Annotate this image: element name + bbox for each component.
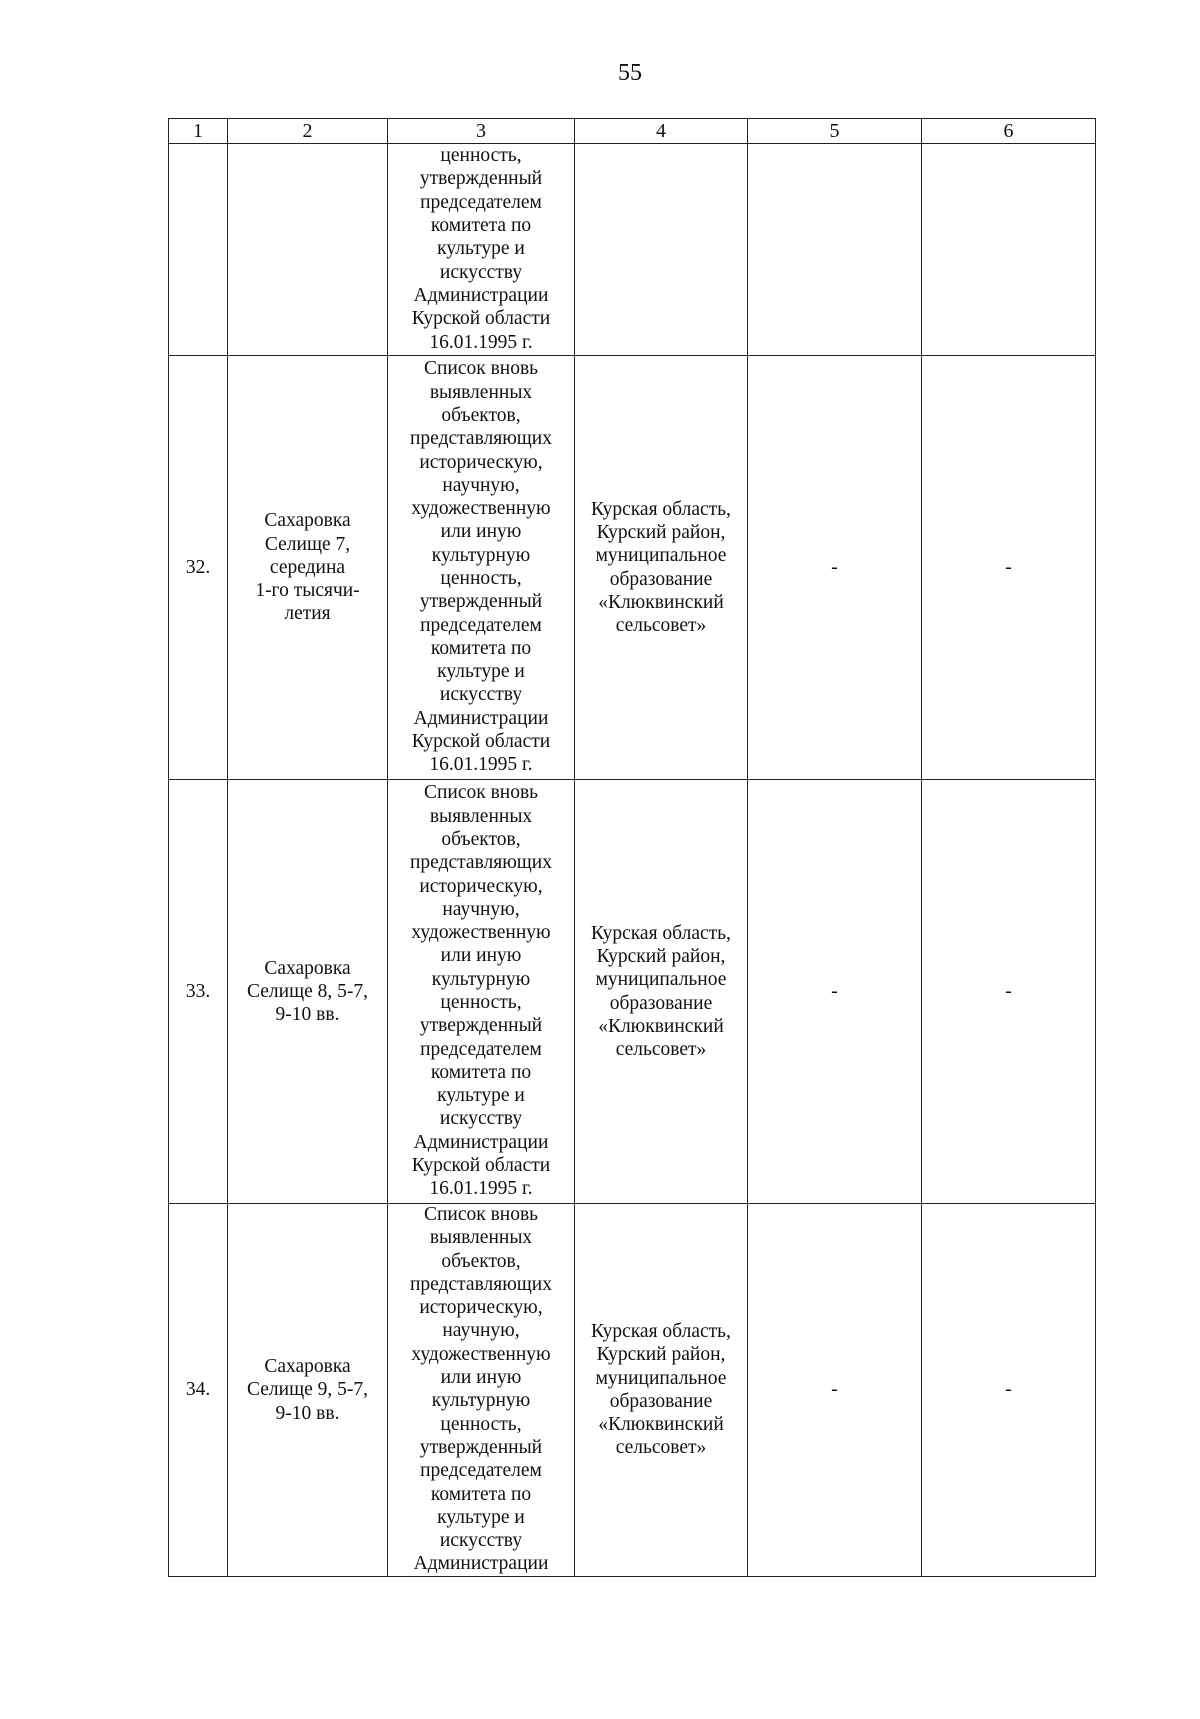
cell-number: 33. <box>169 780 228 1204</box>
column-header: 3 <box>388 119 575 144</box>
cell-document <box>388 356 575 780</box>
cell-document-text: ценность, утвержденный председателем комитета по культуре и искусству Администрации Курской области 16.01.1995 г. <box>411 145 551 353</box>
cell-location <box>575 1204 748 1577</box>
cell-location-text: Курская область, Курский район, муниципальное образование «Клюквинский сельсовет» <box>591 1320 731 1459</box>
column-header: 5 <box>748 119 922 144</box>
cell-name <box>228 144 388 356</box>
cell-document-text: Список вновь выявленных объектов, представляющих историческую, научную, художественную или иную культурную ценность, утвержденный председателем комитета по культуре и искусству Администрации <box>410 1204 552 1575</box>
table-row <box>169 780 1096 1204</box>
cell-name-text: Сахаровка Селище 7, середина 1-го тысячи- летия <box>255 510 360 625</box>
cell-document <box>388 780 575 1204</box>
cell-location <box>575 144 748 356</box>
cell-location-text: Курская область, Курский район, муниципальное образование «Клюквинский сельсовет» <box>591 922 731 1061</box>
cell-name <box>228 356 388 780</box>
cell-name <box>228 780 388 1204</box>
cell-document-text: Список вновь выявленных объектов, представляющих историческую, научную, художественную или иную культурную ценность, утвержденный председателем комитета по культуре и искусству Администрации Курской области 16.01.1995 г. <box>410 358 552 776</box>
cell-col5 <box>748 144 922 356</box>
register-table <box>168 118 1096 1577</box>
cell-col6 <box>922 144 1096 356</box>
cell-document-text: Список вновь выявленных объектов, представляющих историческую, научную, художественную или иную культурную ценность, утвержденный председателем комитета по культуре и искусству Администрации Курской области 16.01.1995 г. <box>410 782 552 1200</box>
cell-number: 32. <box>169 356 228 780</box>
cell-number: 34. <box>169 1204 228 1577</box>
table-row <box>169 356 1096 780</box>
table-header-row <box>169 119 1096 144</box>
cell-col5: - <box>748 356 922 780</box>
column-header: 4 <box>575 119 748 144</box>
cell-col6: - <box>922 780 1096 1204</box>
cell-name <box>228 1204 388 1577</box>
table-row <box>169 1204 1096 1577</box>
cell-document <box>388 144 575 356</box>
cell-location <box>575 356 748 780</box>
column-header: 1 <box>169 119 228 144</box>
cell-col5: - <box>748 1204 922 1577</box>
cell-document <box>388 1204 575 1577</box>
cell-name-text: Сахаровка Селище 8, 5-7, 9-10 вв. <box>247 957 368 1026</box>
table-row-continuation <box>169 144 1096 356</box>
cell-col6: - <box>922 1204 1096 1577</box>
cell-number <box>169 144 228 356</box>
cell-col6: - <box>922 356 1096 780</box>
cell-col5: - <box>748 780 922 1204</box>
cell-location <box>575 780 748 1204</box>
cell-name-text: Сахаровка Селище 9, 5-7, 9-10 вв. <box>247 1355 368 1424</box>
cell-location-text: Курская область, Курский район, муниципальное образование «Клюквинский сельсовет» <box>591 498 731 637</box>
page-number: 55 <box>618 60 642 86</box>
column-header: 6 <box>922 119 1096 144</box>
column-header: 2 <box>228 119 388 144</box>
